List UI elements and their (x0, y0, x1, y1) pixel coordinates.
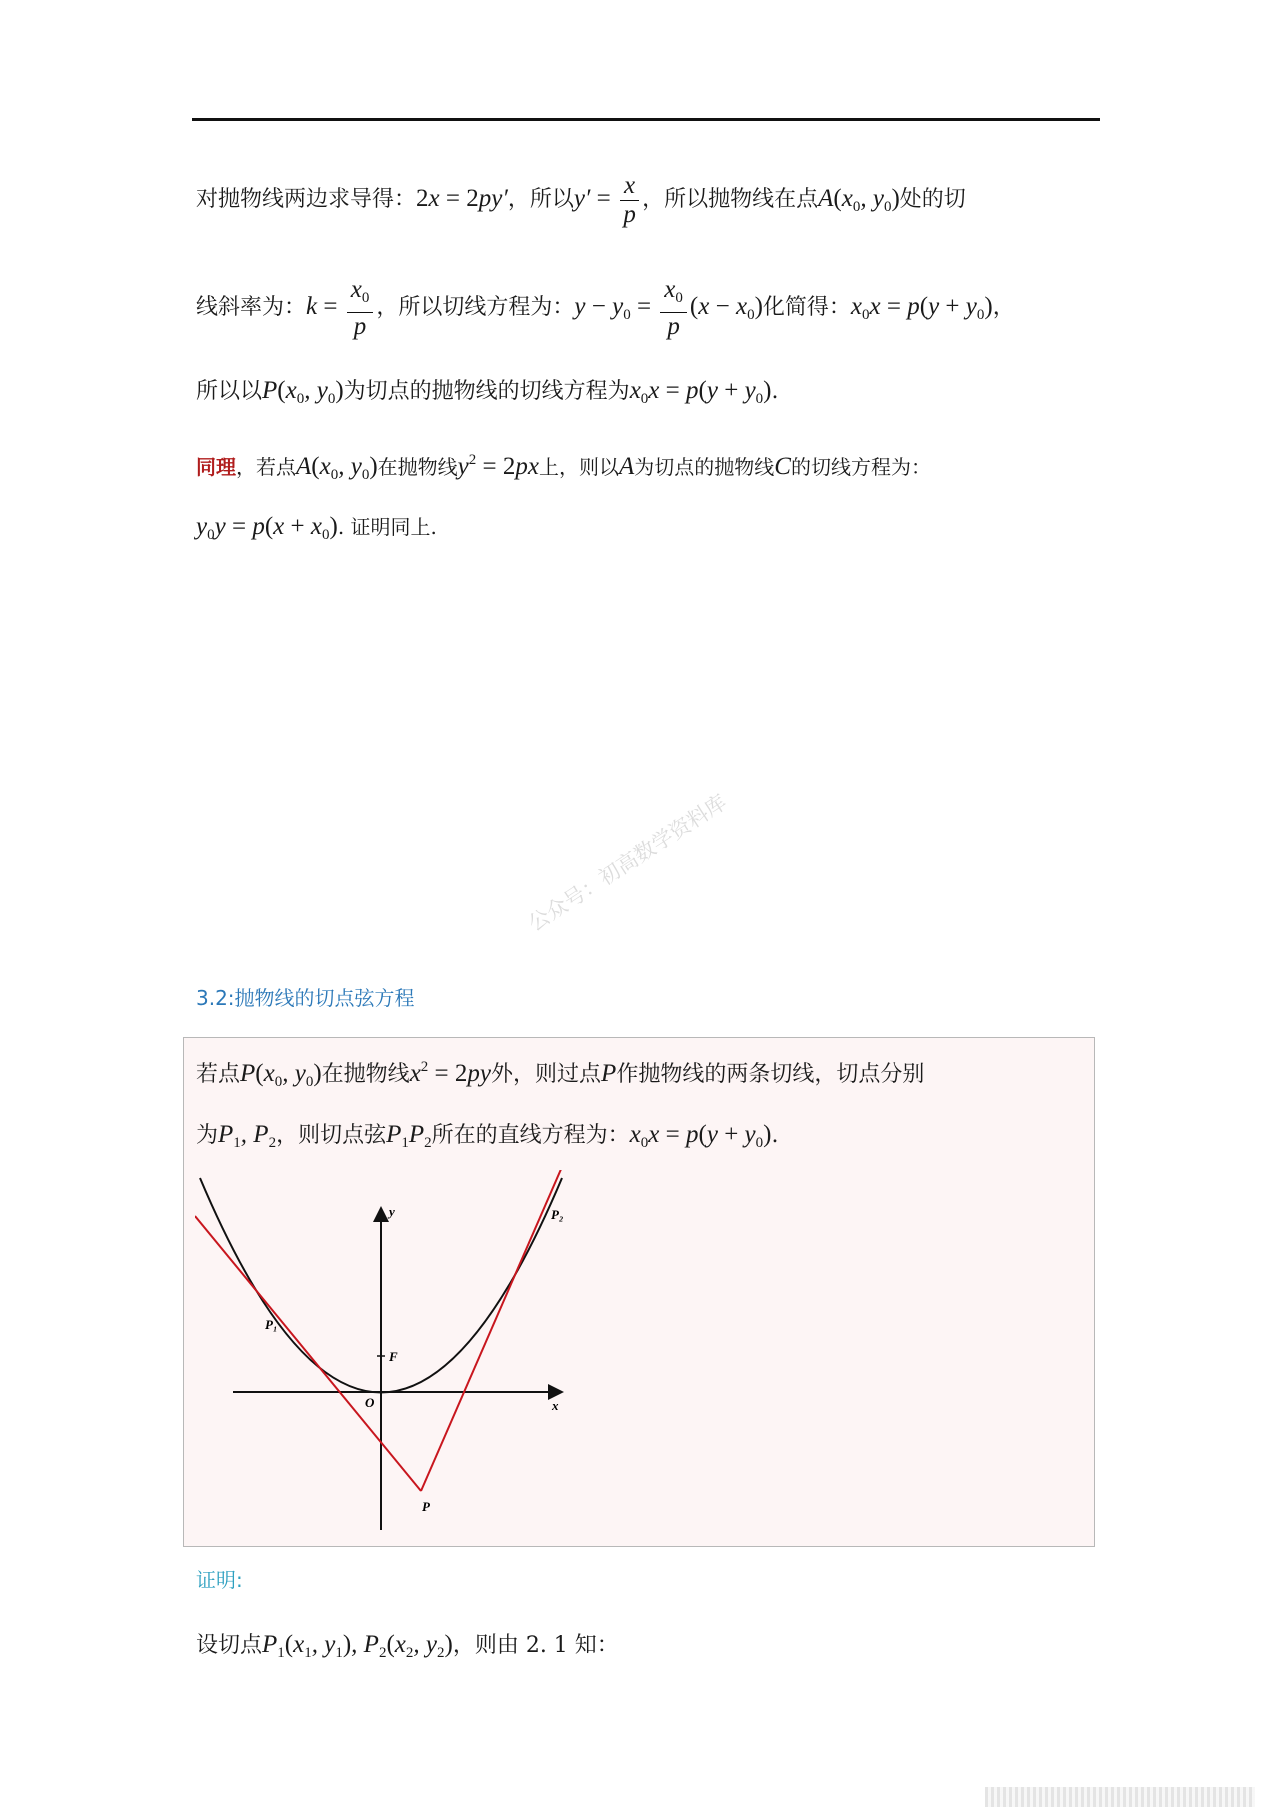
header-rule (192, 118, 1100, 121)
text: 对抛物线两边求导得： (196, 187, 417, 213)
text: ，则由 2. 1 知： (452, 1633, 619, 1658)
text: . 证明同上. (337, 515, 437, 539)
para2-line2 (196, 512, 437, 550)
section-title: 3.2:抛物线的切点弦方程 (196, 986, 415, 1010)
text: . (771, 379, 779, 404)
y-axis-label: y (389, 1204, 395, 1219)
text: 线斜率为： (196, 295, 307, 321)
text: 在抛物线 (321, 1062, 410, 1087)
text: 设切点 (196, 1633, 263, 1658)
origin-label: O (365, 1395, 375, 1410)
text: ，所以 (507, 187, 574, 213)
text: 外，则过点 (491, 1062, 602, 1087)
proof-title: 证明: (196, 1568, 243, 1592)
text: 上，则以 (538, 455, 619, 479)
text: ，则切点弦 (276, 1123, 387, 1148)
formula: $P_1$, $P_2$ (218, 1121, 277, 1151)
text: . (771, 1123, 779, 1148)
text: 为 (196, 1123, 219, 1148)
keyword-tongli: 同理 (196, 455, 236, 479)
para1-line2 (196, 276, 1015, 341)
point-p-label: P (422, 1499, 430, 1514)
formula: k = $\frac{x_0}{p}$ (306, 293, 376, 320)
formula: $x_0x = p(y + y_0)$ (629, 377, 772, 407)
formula: C (774, 453, 791, 480)
para1-line3 (196, 376, 779, 414)
formula: $y^2 = 2px$ (457, 452, 539, 480)
footer-decoration (985, 1787, 1255, 1807)
para2-line1 (196, 445, 931, 490)
text: ，所以抛物线在点 (642, 187, 819, 213)
text: 的切线方程为： (790, 455, 931, 479)
formula: $y - y_0$ = $\frac{x_0}{p}$ $(x - x_0)$ (574, 276, 763, 340)
proof-line1 (196, 1630, 619, 1668)
formula: $x_0x = p(y + y_0)$ (629, 1121, 772, 1151)
formula: $x^2 = 2py$ (409, 1059, 492, 1087)
formula: $P(x_0$, $y_0$) (262, 377, 344, 407)
formula: $P_1(x_1$, $y_1$), $P_2(x_2$, $y_2$) (262, 1631, 453, 1661)
formula: $P(x_0$, $y_0$) (240, 1060, 322, 1090)
box-line2 (196, 1120, 778, 1158)
text: 所以以 (196, 379, 263, 404)
point-p1-label: P₁ (265, 1317, 278, 1332)
text: 为切点的抛物线的切线方程为 (343, 379, 630, 404)
para1-line1 (196, 172, 966, 229)
formula: $A(x_0$, $y_0$) (296, 453, 378, 483)
text: ，若点 (236, 455, 296, 479)
text: 化简得： (762, 295, 851, 321)
x-axis-label: x (552, 1398, 559, 1413)
text: 作抛物线的两条切线，切点分别 (616, 1062, 925, 1087)
formula: 2x = 2py′ (416, 185, 508, 213)
text: 若点 (196, 1062, 241, 1087)
tangent-line-1 (195, 1216, 421, 1491)
formula: $P_1P_2$ (386, 1121, 432, 1151)
parabola-figure (195, 1170, 595, 1540)
point-p2-label: P₂ (551, 1207, 564, 1222)
text: ，所以切线方程为： (376, 295, 575, 321)
text: 在抛物线 (377, 455, 458, 479)
text: 为切点的抛物线 (634, 455, 775, 479)
formula: $y_0y = p(x + x_0)$ (196, 513, 338, 543)
formula: A (618, 453, 635, 480)
box-line1 (196, 1052, 924, 1097)
text: 所在的直线方程为： (431, 1123, 630, 1148)
text: 处的切 (899, 187, 966, 213)
formula: $A(x_0$, $y_0$) (818, 185, 900, 216)
formula: P (601, 1060, 617, 1087)
text: ， (992, 295, 1015, 321)
formula: $x_0x = p(y + y_0)$ (850, 293, 993, 324)
watermark: 公众号：初高数学资料库 (524, 789, 731, 936)
focus-label: F (389, 1349, 398, 1364)
formula: y′ = $\frac{x}{p}$ (574, 185, 642, 212)
